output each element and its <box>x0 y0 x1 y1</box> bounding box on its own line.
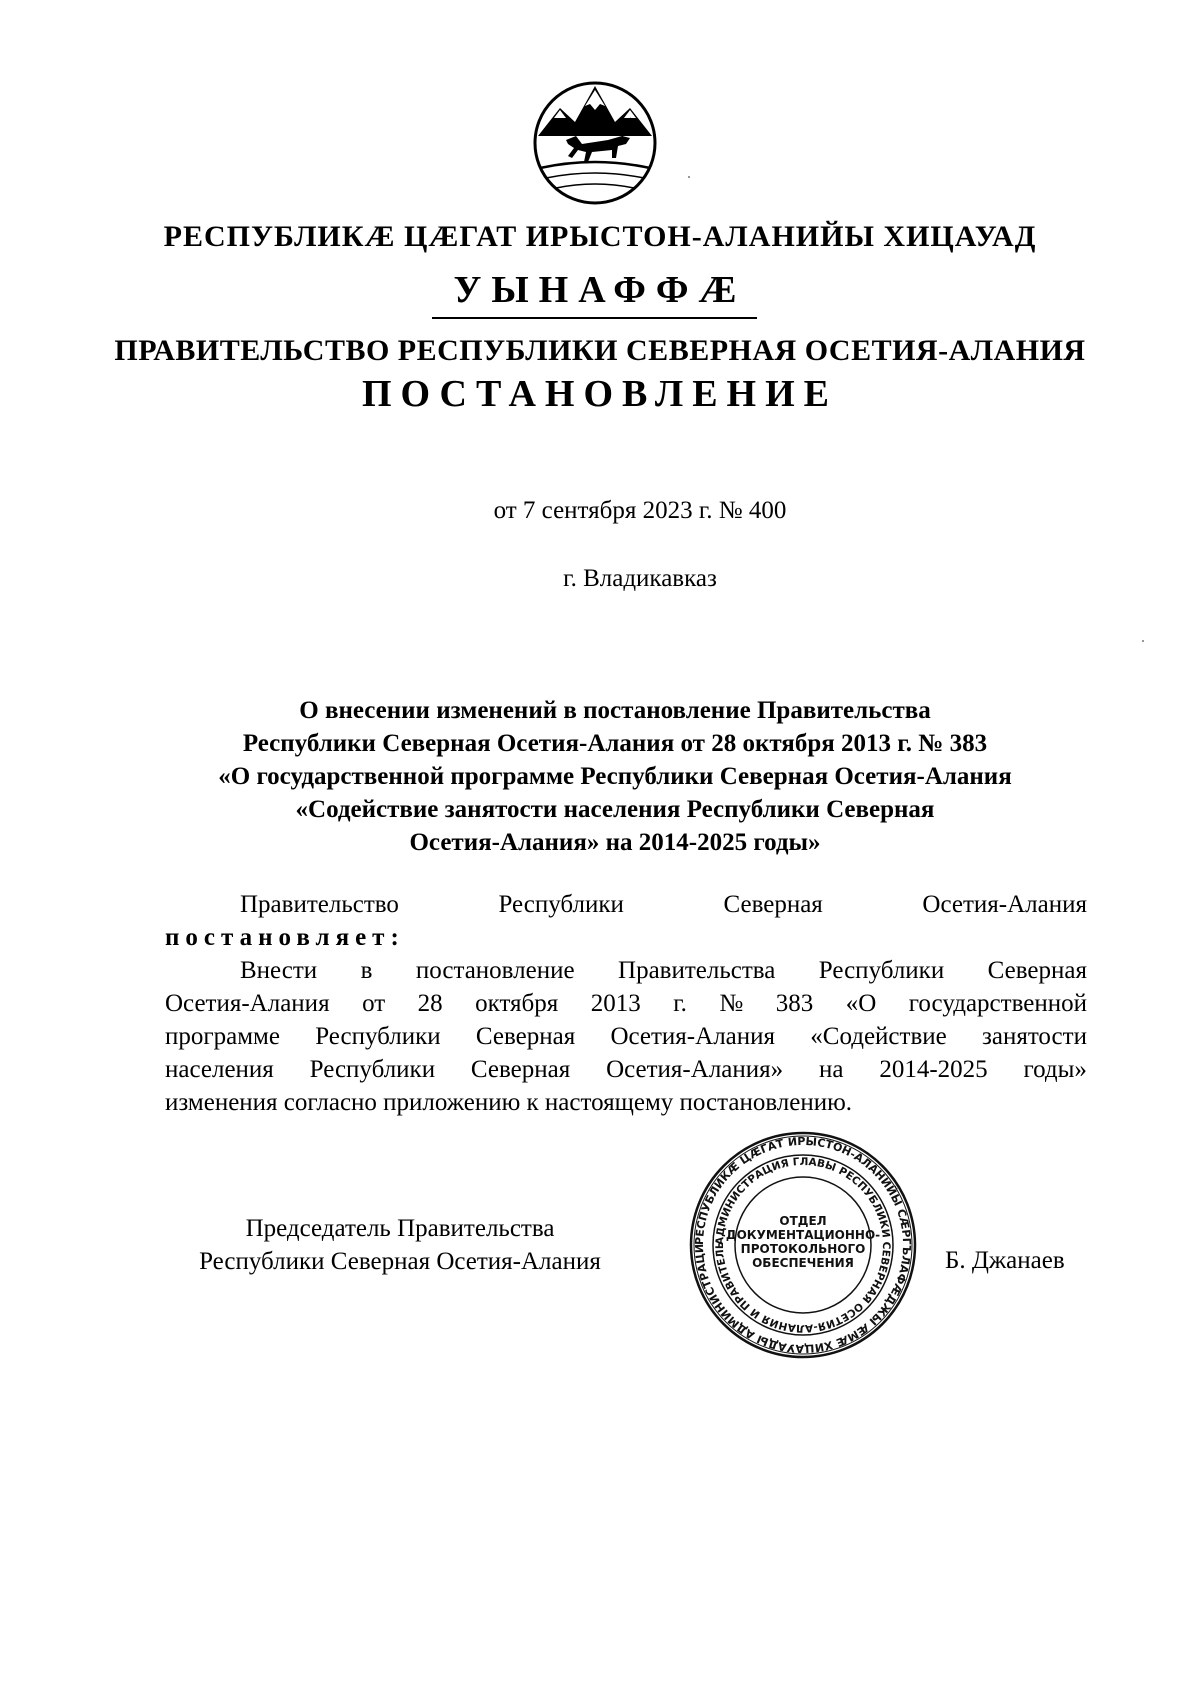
paragraph-word: Северная <box>987 957 1087 984</box>
paragraph-word: Осетия-Алания <box>165 990 330 1017</box>
title-line: Республики Северная Осетия-Алания от 28 октября 2013 г. № 383 <box>242 730 988 757</box>
preamble-word: Правительство <box>240 891 399 918</box>
main-paragraph <box>165 954 1087 1119</box>
paragraph-word: программе <box>165 1023 280 1050</box>
position-line: Республики Северная Осетия-Алания <box>199 1248 601 1275</box>
paragraph-word: Осетия-Алания <box>610 1023 776 1050</box>
paragraph-word: населения <box>165 1056 274 1083</box>
scan-speck <box>1142 640 1144 642</box>
stamp-line: ОБЕСПЕЧЕНИЯ <box>752 1256 854 1270</box>
paragraph-word: на <box>819 1056 844 1083</box>
paragraph-word: Правительства <box>618 957 776 984</box>
official-stamp <box>686 1130 920 1360</box>
russian-doc-type-heading: ПОСТАНОВЛЕНИЕ <box>361 373 839 415</box>
paragraph-word: г. <box>673 990 687 1017</box>
paragraph-word: от <box>362 990 386 1017</box>
coat-of-arms-emblem <box>530 78 660 208</box>
title-line: Осетия-Алания» на 2014-2025 годы» <box>409 829 821 856</box>
paragraph-line <box>165 954 1087 987</box>
paragraph-line <box>165 987 1087 1020</box>
decree-word: постановляет: <box>165 924 405 951</box>
stamp-line: ПРОТОКОЛЬНОГО <box>740 1242 866 1256</box>
paragraph-word: № <box>719 990 744 1017</box>
paragraph-word: Осетия-Алания» <box>606 1056 784 1083</box>
preamble-word: Осетия-Алания <box>922 891 1087 918</box>
signatory-name: Б. Джанаев <box>945 1247 1065 1274</box>
paragraph-word: «О <box>845 990 877 1017</box>
signatory-position <box>165 1212 635 1278</box>
scan-speck <box>688 176 690 178</box>
stamp-line: ОТДЕЛ <box>779 1214 827 1228</box>
title-line: «Содействие занятости населения Республики Северная <box>295 796 935 823</box>
paragraph-word: Северная <box>470 1056 571 1083</box>
paragraph-word: Республики <box>315 1023 441 1050</box>
stamp-center-text <box>686 1214 920 1270</box>
preamble-line <box>165 888 1087 921</box>
paragraph-word: Республики <box>309 1056 436 1083</box>
document-city: г. Владикавказ <box>563 565 717 592</box>
paragraph-word: годы» <box>1023 1056 1087 1083</box>
preamble-word: Республики <box>498 891 624 918</box>
paragraph-word: 2013 <box>590 990 641 1017</box>
paragraph-word: 2014-2025 <box>879 1056 988 1083</box>
stamp-outer-ring-text: РЕСПУБЛИКӔ ЦӔГАТ ИРЫСТОН-АЛАНИЙЫ СӔРГЪЛАФӔДЖЫ ӔМӔ ХИЦАУАДЫ АДМИНИСТРАЦИ <box>692 1134 914 1356</box>
document-date-number: от 7 сентября 2023 г. № 400 <box>493 497 787 524</box>
paragraph-word: постановление <box>415 957 575 984</box>
ossetian-authority-heading: РЕСПУБЛИКӔ ЦӔГАТ ИРЫСТОН-АЛАНИЙЫ ХИЦАУАД <box>163 220 1037 253</box>
title-line: «О государственной программе Республики Северная Осетия-Алания <box>218 763 1012 790</box>
stamp-inner-ring-text: АДМИНИСТРАЦИЯ ГЛАВЫ РЕСПУБЛИКИ СЕВЕРНАЯ ОСЕТИЯ-АЛАНИЯ И ПРАВИТЕЛЬ <box>713 1155 893 1335</box>
position-line: Председатель Правительства <box>245 1215 555 1242</box>
paragraph-word: Республики <box>818 957 945 984</box>
preamble-word: Северная <box>723 891 823 918</box>
paragraph-word: государственной <box>908 990 1087 1017</box>
paragraph-word: Внести <box>240 957 318 984</box>
paragraph-last-line: изменения согласно приложению к настоящему постановлению. <box>165 1089 853 1116</box>
paragraph-word: октября <box>475 990 559 1017</box>
document-title <box>150 694 1080 859</box>
paragraph-line <box>165 1053 1087 1086</box>
paragraph-word: в <box>360 957 373 984</box>
paragraph-word: 28 <box>417 990 443 1017</box>
russian-authority-heading: ПРАВИТЕЛЬСТВО РЕСПУБЛИКИ СЕВЕРНАЯ ОСЕТИЯ-АЛАНИЯ <box>114 334 1086 367</box>
paragraph-line <box>165 1020 1087 1053</box>
stamp-line: ДОКУМЕНТАЦИОННО- <box>725 1228 881 1242</box>
paragraph-word: занятости <box>981 1023 1087 1050</box>
heading-underline <box>432 317 757 319</box>
paragraph-word: 383 <box>775 990 814 1017</box>
ossetian-doc-type-heading: УЫНАФФӔ <box>453 269 747 311</box>
paragraph-word: «Содействие <box>810 1023 947 1050</box>
title-line: О внесении изменений в постановление Правительства <box>299 697 931 724</box>
paragraph-word: Северная <box>475 1023 576 1050</box>
